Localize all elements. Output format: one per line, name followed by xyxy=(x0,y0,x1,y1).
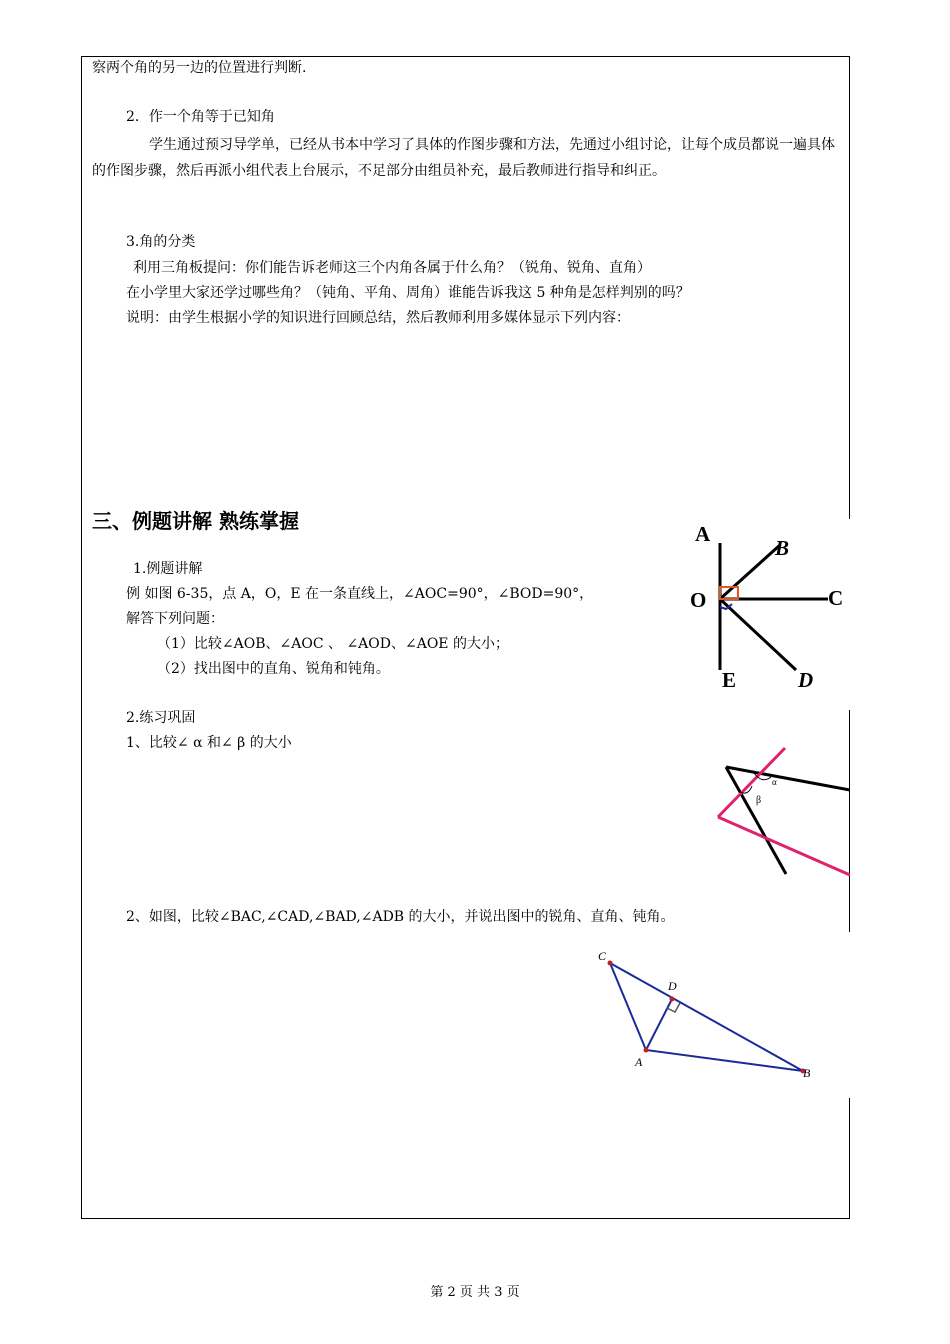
practice-question-1: 1、比较∠ α 和∠ β 的大小 xyxy=(126,735,292,751)
pink-line-2 xyxy=(718,817,850,875)
continued-line: 察两个角的另一边的位置进行判断. xyxy=(92,60,307,76)
point-A xyxy=(644,1048,649,1053)
label-beta: β xyxy=(756,795,762,806)
label-C: C xyxy=(598,949,607,963)
label-B: B xyxy=(803,1066,811,1080)
alpha-beta-figure xyxy=(710,740,850,880)
section-3-line-2: 在小学里大家还学过哪些角？（钝角、平角、周角）谁能告诉我这 5 种角是怎样判别的吗？ xyxy=(126,285,690,301)
table-border-right xyxy=(849,1098,850,1219)
angle-figure-6-35 xyxy=(680,515,860,695)
point-C xyxy=(608,961,613,966)
table-border-right xyxy=(849,56,850,519)
example-line-1: 例 如图 6-35，点 A，O，E 在一条直线上，∠AOC=90°，∠BOD=90°， xyxy=(126,586,594,602)
example-question-2: （2）找出图中的直角、锐角和钝角。 xyxy=(157,661,390,677)
label-D: D xyxy=(798,668,814,692)
label-B: B xyxy=(775,536,790,560)
ray-OB xyxy=(720,545,780,599)
triangle-figure xyxy=(590,940,830,1090)
label-A: A xyxy=(695,522,711,546)
label-C: C xyxy=(828,586,844,610)
ray-OD xyxy=(720,599,796,670)
label-O: O xyxy=(690,588,707,612)
section-2-paragraph: 学生通过预习导学单，已经从书本中学习了具体的作图步骤和方法，先通过小组讨论，让每个成员都说一遍具体的作图步骤，然后再派小组代表上台展示，不足部分由组员补充，最后教师进行指导和纠正。 xyxy=(92,137,835,179)
table-border-bottom xyxy=(81,1218,850,1219)
label-E: E xyxy=(722,668,737,692)
section-3-line-3: 说明：由学生根据小学的知识进行回顾总结，然后教师利用多媒体显示下列内容： xyxy=(126,310,630,326)
practice-heading: 2.练习巩固 xyxy=(126,710,196,726)
example-heading: 1.例题讲解 xyxy=(133,561,203,577)
page-footer: 第 2 页 共 3 页 xyxy=(430,1285,520,1300)
black-line-1 xyxy=(726,767,850,790)
label-alpha: α xyxy=(772,777,777,787)
example-question-1: （1）比较∠AOB、∠AOC 、 ∠AOD、∠AOE 的大小； xyxy=(157,636,509,652)
label-A: A xyxy=(635,1055,643,1069)
example-line-2: 解答下列问题： xyxy=(126,611,224,627)
section-3-heading: 3.角的分类 xyxy=(126,234,196,250)
table-border-left xyxy=(81,56,82,1219)
section-3-line-1: 利用三角板提问：你们能告诉老师这三个内角各属于什么角？（锐角、锐角、直角） xyxy=(133,260,651,276)
label-D: D xyxy=(668,979,677,993)
point-D xyxy=(670,997,675,1002)
practice-question-2: 2、如图，比较∠BAC,∠CAD,∠BAD,∠ADB 的大小，并说出图中的锐角、直角、钝角。 xyxy=(126,909,675,925)
black-line-2 xyxy=(726,767,786,874)
section-2-heading: 2．作一个角等于已知角 xyxy=(126,109,275,125)
segment-AD xyxy=(646,999,672,1050)
table-border-top xyxy=(81,56,849,57)
section-title: 三、例题讲解 熟练掌握 xyxy=(92,509,299,533)
